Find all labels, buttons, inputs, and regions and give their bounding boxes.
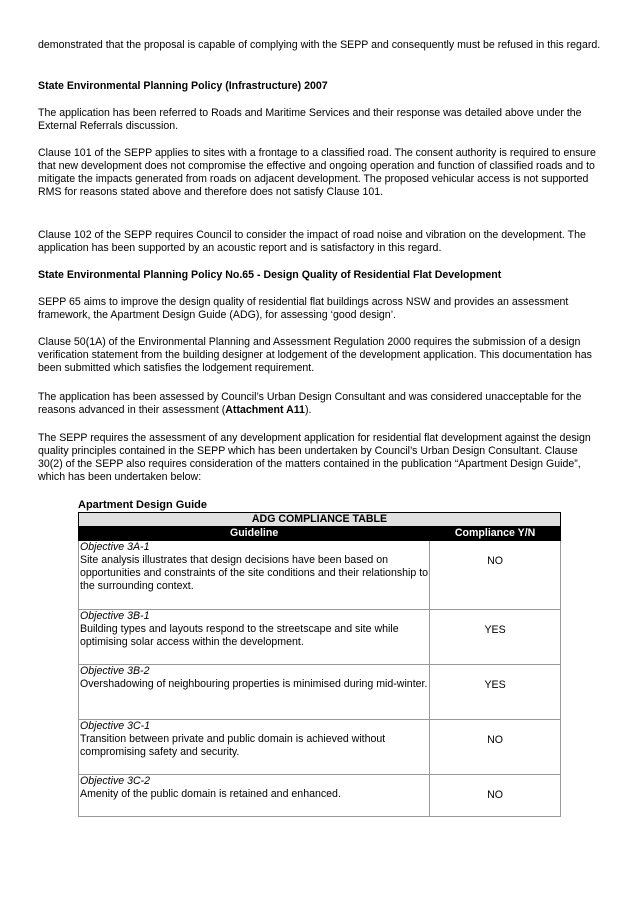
compliance-value: YES bbox=[430, 665, 561, 720]
objective-text: Site analysis illustrates that design decisions have been based on opportunities and constraints of the site conditions and their relationship to the surrounding context. bbox=[80, 554, 429, 592]
paragraph-rms-referral: The application has been referred to Roads and Maritime Services and their response was detailed above under the External Referrals discussion. bbox=[38, 107, 582, 132]
urban-design-text: The application has been assessed by Council’s Urban Design Consultant and was considered unacceptable for the reasons advanced in their assessment ( bbox=[38, 391, 582, 416]
urban-design-text-end: ). bbox=[304, 404, 312, 416]
objective-label: Objective 3C-1 bbox=[80, 720, 151, 732]
paragraph-clause-101: Clause 101 of the SEPP applies to sites with a frontage to a classified road. The consent authority is required to ensure that new development does not compromise the effective and ongoing operation and function of classified roads and to mitigate the impacts generated from roads on adjacent development. The proposed vehicular access is not supported RMS for reasons stated above and therefore does not satisfy Clause 101. bbox=[38, 147, 596, 198]
table-caption: ADG COMPLIANCE TABLE bbox=[79, 513, 561, 527]
compliance-value: NO bbox=[430, 775, 561, 817]
objective-text: Transition between private and public domain is achieved without compromising safety and security. bbox=[80, 733, 386, 758]
paragraph-refusal: demonstrated that the proposal is capable of complying with the SEPP and consequently must be refused in this regard. bbox=[38, 39, 601, 51]
paragraph-urban-design bbox=[38, 391, 604, 417]
objective-label: Objective 3C-2 bbox=[80, 775, 151, 787]
compliance-value: YES bbox=[430, 610, 561, 665]
attachment-reference: Attachment A11 bbox=[225, 404, 305, 416]
compliance-value: NO bbox=[430, 541, 561, 610]
heading-sepp-65: State Environmental Planning Policy No.65 - Design Quality of Residential Flat Development bbox=[38, 269, 502, 281]
table-row bbox=[79, 541, 561, 610]
column-header-guideline: Guideline bbox=[79, 527, 430, 541]
objective-label: Objective 3A-1 bbox=[80, 541, 150, 553]
paragraph-design-quality: The SEPP requires the assessment of any development application for residential flat development against the design quality principles contained in the SEPP which has been undertaken by Council’s Urban Design Consultant. Clause 30(2) of the SEPP also requires consideration of the matters contained in the publication “Apartment Design Guide”, which has been undertaken below: bbox=[38, 432, 591, 483]
table-row bbox=[79, 775, 561, 817]
objective-text: Amenity of the public domain is retained and enhanced. bbox=[80, 788, 341, 800]
apartment-design-guide-title: Apartment Design Guide bbox=[78, 499, 207, 511]
objective-text: Building types and layouts respond to the streetscape and site while optimising solar access within the development. bbox=[80, 623, 399, 648]
table-row bbox=[79, 665, 561, 720]
table-row bbox=[79, 720, 561, 775]
paragraph-clause-102: Clause 102 of the SEPP requires Council to consider the impact of road noise and vibration on the development. The application has been supported by an acoustic report and is satisfactory in this regard. bbox=[38, 229, 586, 254]
column-header-compliance: Compliance Y/N bbox=[430, 527, 561, 541]
heading-sepp-infrastructure: State Environmental Planning Policy (Infrastructure) 2007 bbox=[38, 80, 328, 92]
paragraph-sepp65-aims: SEPP 65 aims to improve the design quality of residential flat buildings across NSW and provides an assessment framework, the Apartment Design Guide (ADG), for assessing ‘good design’. bbox=[38, 296, 569, 321]
paragraph-clause-50: Clause 50(1A) of the Environmental Planning and Assessment Regulation 2000 requires the submission of a design verification statement from the building designer at lodgement of the development application. This documentation has been submitted which satisfies the lodgement requirement. bbox=[38, 336, 592, 374]
compliance-value: NO bbox=[430, 720, 561, 775]
objective-label: Objective 3B-1 bbox=[80, 610, 150, 622]
objective-label: Objective 3B-2 bbox=[80, 665, 150, 677]
adg-compliance-table bbox=[78, 512, 561, 817]
table-row bbox=[79, 610, 561, 665]
objective-text: Overshadowing of neighbouring properties is minimised during mid-winter. bbox=[80, 678, 428, 690]
